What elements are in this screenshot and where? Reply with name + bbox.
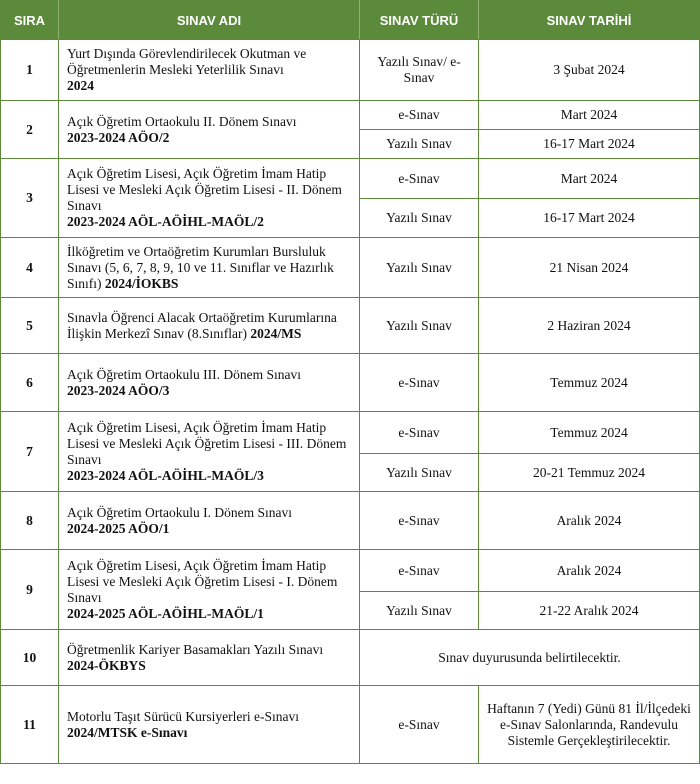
exam-date: 3 Şubat 2024 [479,40,700,101]
row-number: 9 [1,550,59,630]
row-number: 11 [1,686,59,764]
header-row [1,1,700,40]
exam-name: Öğretmenlik Kariyer Basamakları Yazılı Sınavı [67,641,324,657]
exam-name: İlköğretim ve Ortaöğretim Kurumları Bursluluk Sınavı (5, 6, 7, 8, 9, 10 ve 11. Sınıflar ve Hazırlık Sınıfı) [67,243,334,291]
row-number: 2 [1,101,59,159]
exam-code: 2024 [67,78,94,93]
exam-type: Yazılı Sınav [360,298,479,354]
table-row [1,238,700,298]
exam-name-cell [59,238,360,298]
row-number: 8 [1,492,59,550]
exam-code: 2024-2025 AÖL-AÖİHL-MAÖL/1 [67,605,264,621]
exam-date: 16-17 Mart 2024 [479,199,700,238]
exam-code: 2024/İOKBS [104,275,179,291]
header-sinav-adi: SINAV ADI [59,1,360,40]
row-number: 3 [1,159,59,238]
row-number: 1 [1,40,59,101]
header-sinav-tarihi: SINAV TARİHİ [479,1,700,40]
exam-name: Motorlu Taşıt Sürücü Kursiyerleri e-Sınavı [67,708,300,724]
exam-name-cell [59,101,360,159]
exam-name-cell [59,412,360,492]
exam-code: 2024/MTSK e-Sınavı [67,724,188,740]
exam-name: Açık Öğretim Lisesi, Açık Öğretim İmam Hatip Lisesi ve Mesleki Açık Öğretim Lisesi - I. Dönem Sınavı [67,557,338,605]
exam-date: Haftanın 7 (Yedi) Günü 81 İl/İlçedeki e-Sınav Salonlarında, Randevulu Sistemle Gerçekleştirilecektir. [479,686,700,764]
exam-type: e-Sınav [360,686,479,764]
table-row [1,492,700,550]
exam-name-cell [59,686,360,764]
exam-name-cell [59,40,360,101]
exam-name-cell [59,550,360,630]
row-number: 10 [1,630,59,686]
table-row [1,550,700,592]
exam-date: 21 Nisan 2024 [479,238,700,298]
exam-code: 2024-2025 AÖO/1 [67,520,170,536]
exam-name: Açık Öğretim Ortaokulu I. Dönem Sınavı [67,504,292,520]
exam-type: Yazılı Sınav/ e-Sınav [360,40,479,101]
exam-date: 16-17 Mart 2024 [479,130,700,159]
header-sira: SIRA [1,1,59,40]
announcement-note: Sınav duyurusunda belirtilecektir. [360,630,700,686]
table-row [1,686,700,764]
row-number: 6 [1,354,59,412]
exam-code: 2024-ÖKBYS [67,657,146,673]
exam-code: 2023-2024 AÖO/3 [67,382,170,398]
exam-date: 20-21 Temmuz 2024 [479,454,700,492]
exam-name-cell [59,159,360,238]
exam-code: 2023-2024 AÖL-AÖİHL-MAÖL/3 [67,467,264,483]
exam-type: Yazılı Sınav [360,130,479,159]
exam-date: Aralık 2024 [479,492,700,550]
exam-name-cell [59,354,360,412]
table-row [1,101,700,130]
exam-name: Sınavla Öğrenci Alacak Ortaöğretim Kurumlarına İlişkin Merkezî Sınav (8.Sınıflar) [67,309,337,341]
table-row [1,630,700,686]
row-number: 5 [1,298,59,354]
exam-code: 2023-2024 AÖO/2 [67,129,170,145]
exam-date: Mart 2024 [479,101,700,130]
exam-type: e-Sınav [360,492,479,550]
row-number: 7 [1,412,59,492]
exam-date: Mart 2024 [479,159,700,199]
exam-code: 2024/MS [250,325,302,341]
table-row [1,40,700,101]
exam-type: Yazılı Sınav [360,592,479,630]
exam-type: e-Sınav [360,550,479,592]
exam-type: e-Sınav [360,101,479,130]
table-row [1,412,700,454]
exam-date: 21-22 Aralık 2024 [479,592,700,630]
header-sinav-turu: SINAV TÜRÜ [360,1,479,40]
exam-date: Temmuz 2024 [479,354,700,412]
exam-type: Yazılı Sınav [360,199,479,238]
table-row [1,354,700,412]
table-row [1,159,700,199]
exam-type: Yazılı Sınav [360,454,479,492]
exam-name: Yurt Dışında Görevlendirilecek Okutman ve Öğretmenlerin Mesleki Yeterlilik Sınavı [67,46,307,77]
exam-type: Yazılı Sınav [360,238,479,298]
exam-name-cell [59,492,360,550]
exam-name-cell [59,298,360,354]
exam-name-cell [59,630,360,686]
exam-date: 2 Haziran 2024 [479,298,700,354]
exam-type: e-Sınav [360,354,479,412]
exam-name: Açık Öğretim Lisesi, Açık Öğretim İmam Hatip Lisesi ve Mesleki Açık Öğretim Lisesi - III. Dönem Sınavı [67,419,347,467]
exam-code: 2023-2024 AÖL-AÖİHL-MAÖL/2 [67,214,264,229]
exam-date: Temmuz 2024 [479,412,700,454]
exam-name: Açık Öğretim Ortaokulu III. Dönem Sınavı [67,366,301,382]
exam-name: Açık Öğretim Ortaokulu II. Dönem Sınavı [67,113,297,129]
exam-type: e-Sınav [360,412,479,454]
exam-type: e-Sınav [360,159,479,199]
row-number: 4 [1,238,59,298]
table-row [1,298,700,354]
exam-date: Aralık 2024 [479,550,700,592]
exam-name: Açık Öğretim Lisesi, Açık Öğretim İmam Hatip Lisesi ve Mesleki Açık Öğretim Lisesi - II. Dönem Sınavı [67,166,342,213]
